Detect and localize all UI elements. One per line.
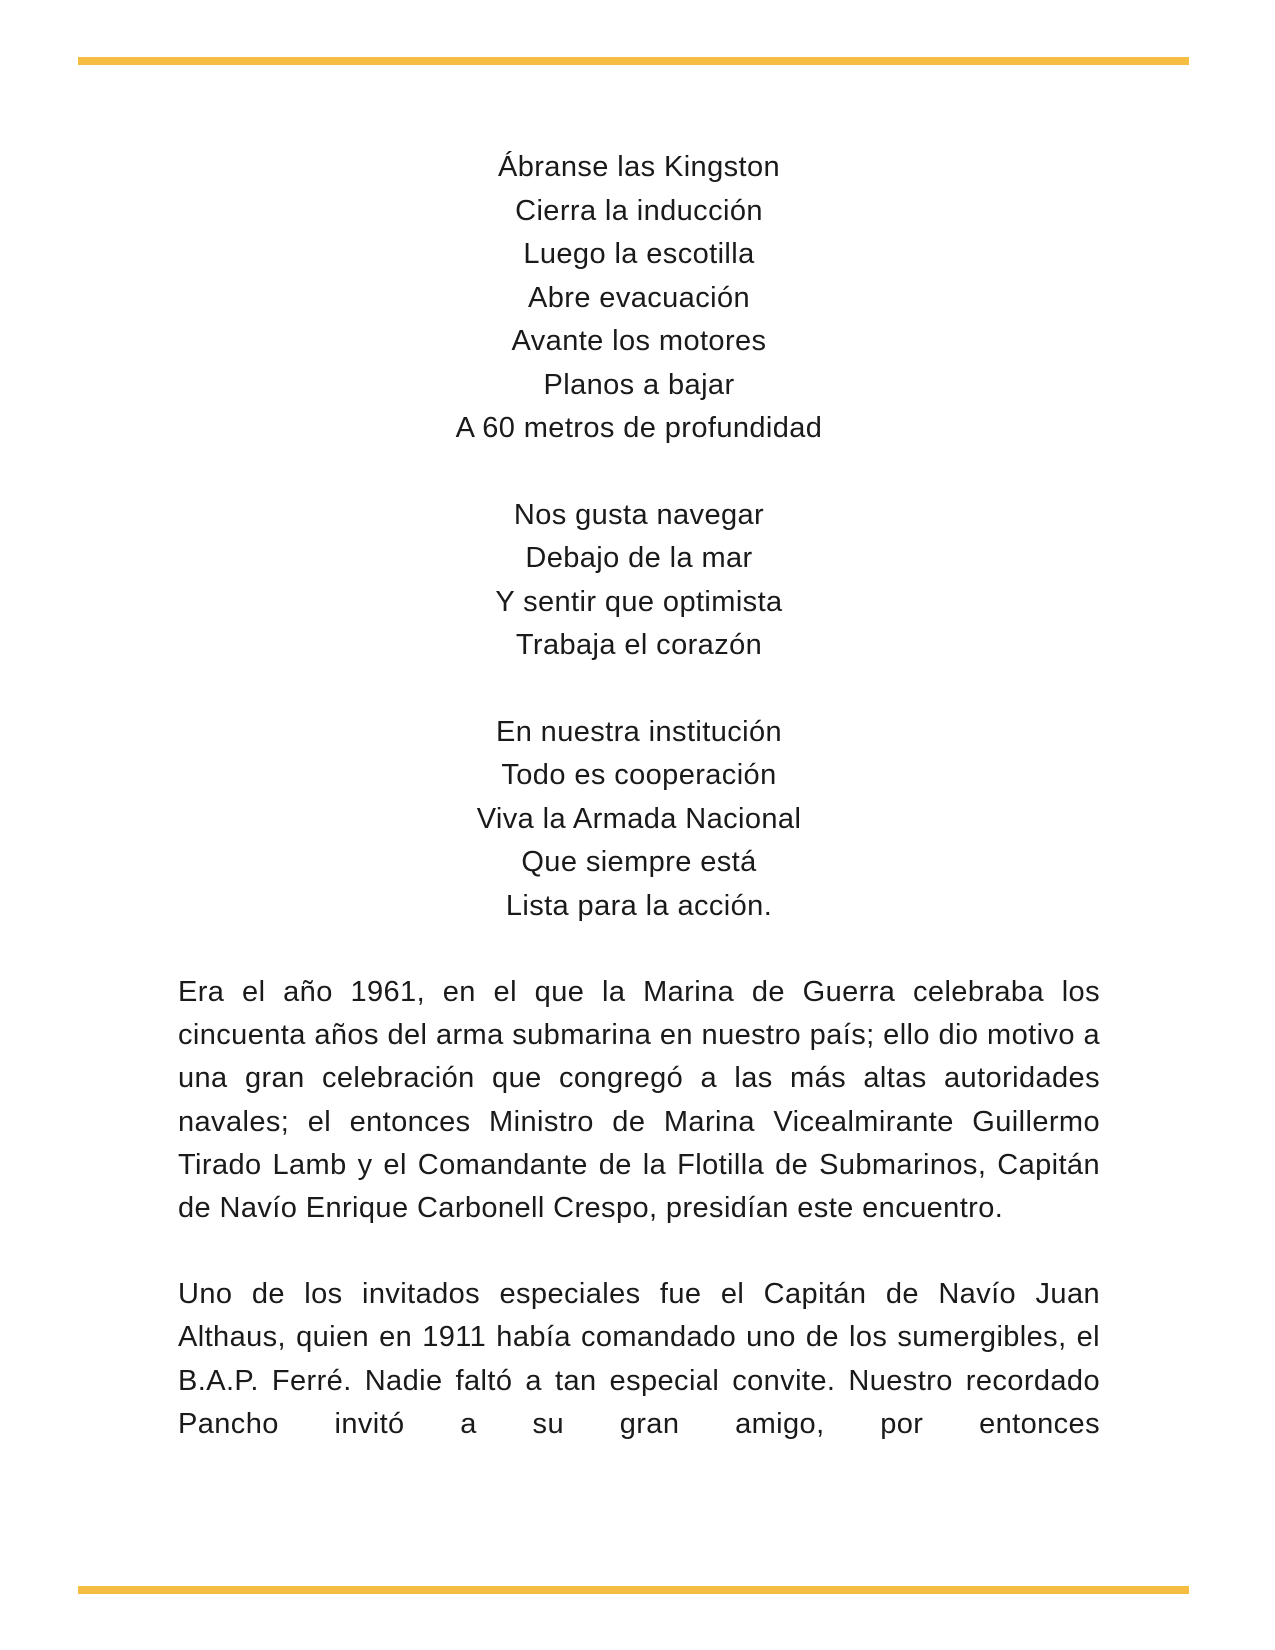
- verse-line: Viva la Armada Nacional: [476, 802, 802, 835]
- verse-line: En nuestra institución: [495, 715, 783, 748]
- verse-line: Lista para la acción.: [505, 889, 773, 922]
- verse-line: Abre evacuación: [527, 281, 751, 314]
- body-paragraph-2: Uno de los invitados especiales fue el Capitán de Navío Juan Althaus, quien en 1911 había comandado uno de los sumergibles, el B.A.P. Ferré. Nadie faltó a tan especial convite. Nuestro recordado Pancho invitó a su gran amigo, por entonces: [178, 1278, 1100, 1440]
- verse-line: Debajo de la mar: [525, 542, 753, 574]
- verse-line: Planos a bajar: [543, 368, 735, 401]
- verse-line: Avante los motores: [511, 325, 767, 357]
- verse-line: Y sentir que optimista: [495, 585, 783, 618]
- bottom-accent-rule: [78, 1586, 1189, 1594]
- verse-line: Ábranse las Kingston: [497, 151, 781, 183]
- verse-line: Todo es cooperación: [501, 759, 777, 791]
- verse-line: Cierra la inducción: [515, 194, 763, 227]
- verse-line: Nos gusta navegar: [513, 498, 765, 531]
- top-accent-rule: [78, 57, 1189, 65]
- poem-stanza-2: [178, 494, 1100, 668]
- verse-line: Luego la escotilla: [523, 238, 755, 270]
- verse-line: Que siempre está: [521, 846, 757, 878]
- verse-line: A 60 metros de profundidad: [455, 412, 823, 444]
- poem-stanza-3: [178, 711, 1100, 929]
- body-paragraph-1: Era el año 1961, en el que la Marina de Guerra celebraba los cincuenta años del arma submarina en nuestro país; ello dio motivo a una gran celebración que congregó a las más altas autoridades navales; el entonces Ministro de Marina Vicealmirante Guillermo Tirado Lamb y el Comandante de la Flotilla de Submarinos, Capitán de Navío Enrique Carbonell Crespo, presidían este encuentro.: [178, 976, 1100, 1225]
- verse-line: Trabaja el corazón: [515, 629, 763, 661]
- page-content: [178, 146, 1100, 1489]
- poem-stanza-1: [178, 146, 1100, 451]
